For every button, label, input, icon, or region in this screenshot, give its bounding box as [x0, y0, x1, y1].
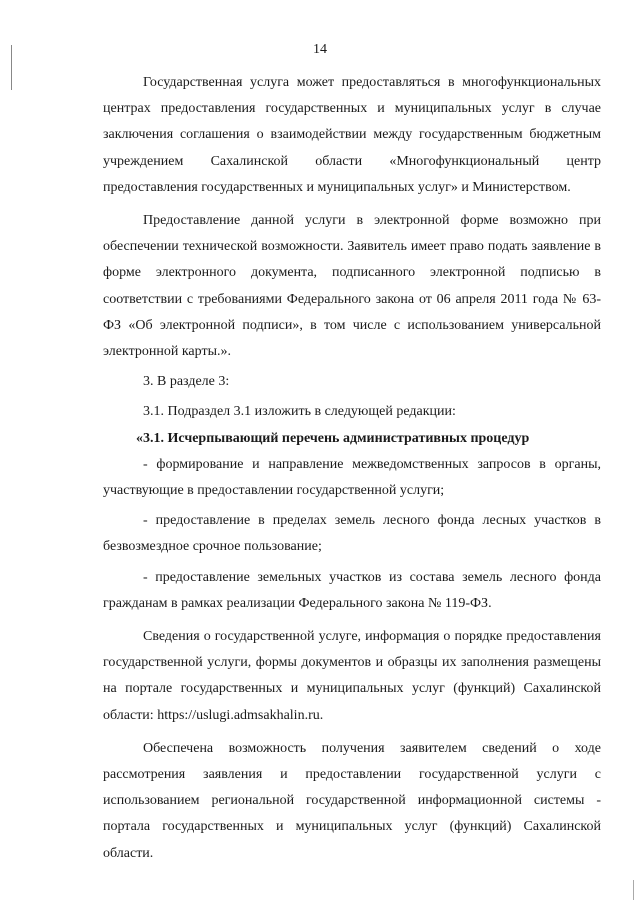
paragraph-subsection-3-1: 3.1. Подраздел 3.1 изложить в следующей редакции:	[143, 404, 456, 420]
list-item: - предоставление в пределах земель лесного фонда лесных участков в безвозмездное срочное пользование;	[103, 513, 601, 555]
list-item: - предоставление земельных участков из состава земель лесного фонда гражданам в рамках реализации Федерального закона № 119-ФЗ.	[103, 569, 601, 611]
paragraph-mfc: Государственная услуга может предоставляться в многофункциональных центрах предоставления государственных и муниципальных услуг в случае заключения соглашения о взаимодействии между государственным бюджетным учреждением Сахалинской области «Многофункциональный центр предоставления государственных и муниципальных услуг» и Министерством.	[103, 75, 601, 195]
list-item: - формирование и направление межведомственных запросов в органы, участвующие в предоставлении государственной услуги;	[103, 456, 601, 499]
document-body	[103, 70, 601, 867]
heading-procedures: «3.1. Исчерпывающий перечень административных процедур	[136, 430, 530, 446]
paragraph-electronic-form: Предоставление данной услуги в электронной форме возможно при обеспечении технической возможности. Заявитель имеет право подать заявление в форме электронного документа, подписанного электронной подписью в соответствии с требованиями Федерального закона от 06 апреля 2011 года № 63-ФЗ «Об электронной подписи», в том числе с использованием универсальной электронной карты.».	[103, 213, 601, 360]
paragraph-status-info: Обеспечена возможность получения заявителем сведений о ходе рассмотрения заявления и предоставлении государственной услуги с использованием региональной государственной информационной системы - портала государственных и муниципальных услуг (функций) Сахалинской области.	[103, 740, 601, 861]
scan-margin-mark	[633, 880, 634, 900]
paragraph-portal-info: Сведения о государственной услуге, информация о порядке предоставления государственной услуги, формы документов и образцы их заполнения размещены на портале государственных и муниципальных услуг (функций) Сахалинской области: https://uslugi.admsakhalin.ru.	[103, 629, 601, 723]
paragraph-section-3: 3. В разделе 3:	[143, 374, 230, 390]
page-number: 14	[313, 42, 327, 57]
